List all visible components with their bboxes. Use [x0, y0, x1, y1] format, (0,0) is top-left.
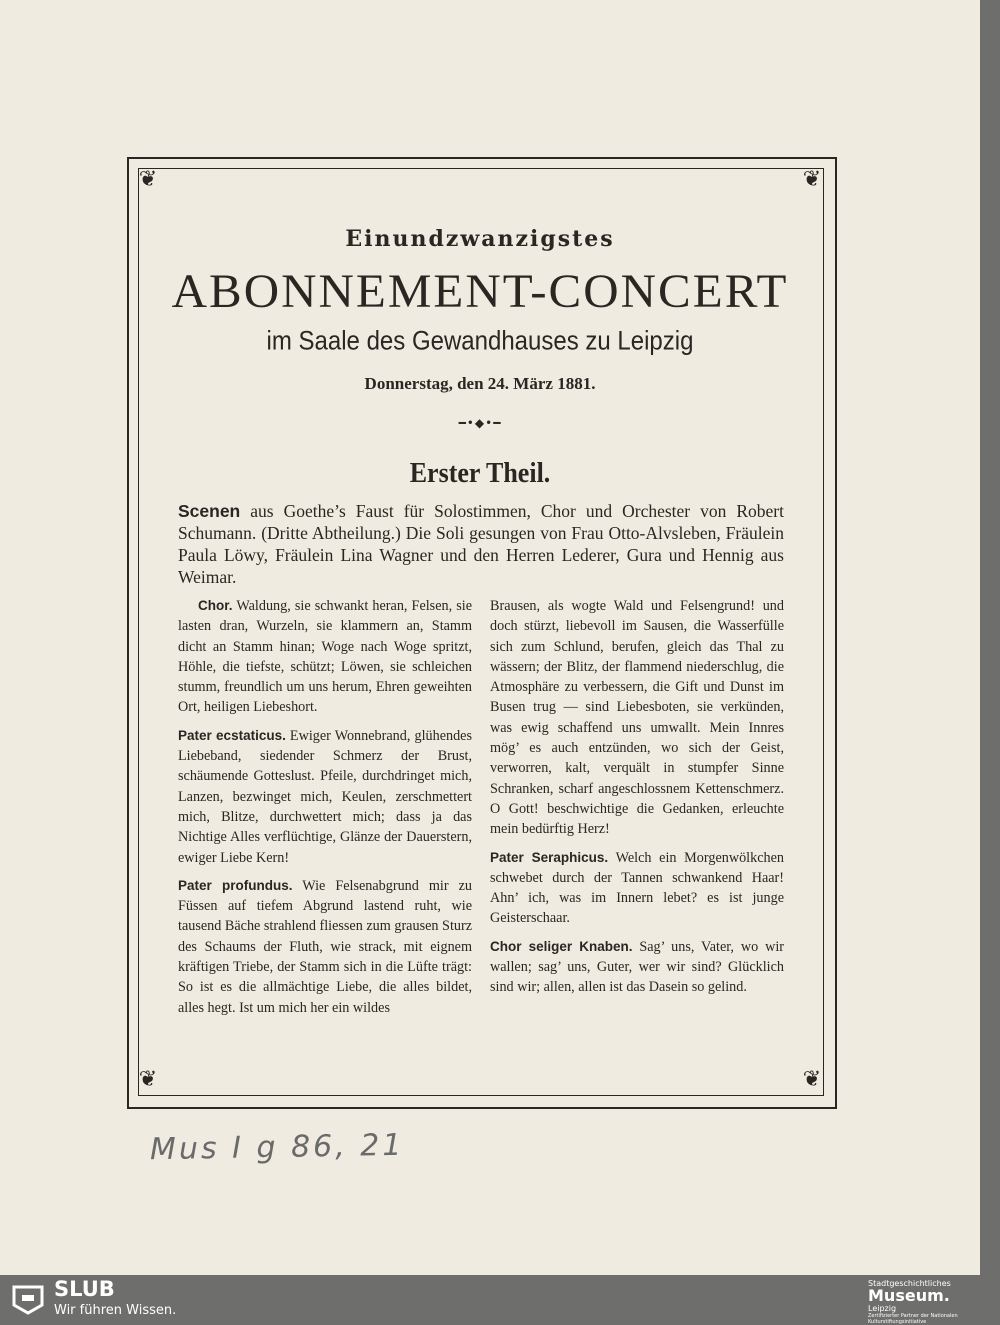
lyrics-paragraph: [178, 596, 472, 718]
speaker-name: Chor.: [198, 598, 233, 613]
intro-text: aus Goethe’s Faust für Solostimmen, Chor und Orchester von Robert Schumann. (Dritte Abtheilung.) Die Soli gesungen von Frau Otto-Alvsleben, Fräulein Paula Löwy, Fräulein Lina Wagner und den Herren Lederer, Gura und Hennig aus Weimar.: [178, 501, 784, 587]
corner-ornament-icon: ❦: [138, 167, 158, 192]
ornamental-divider-icon: ━•◆•━: [458, 416, 502, 430]
concert-title: ABONNEMENT-CONCERT: [171, 265, 789, 318]
museum-note: Zertifizierter Partner der Nationalen Kulturstiftungsinitiative: [868, 1313, 958, 1325]
lyrics-paragraph: [490, 937, 784, 998]
speaker-name: Pater Seraphicus.: [490, 849, 609, 865]
concert-number: Einundzwanzigstes: [345, 226, 615, 252]
corner-ornament-icon: ❦: [802, 1067, 822, 1092]
concert-date: Donnerstag, den 24. März 1881.: [364, 374, 596, 393]
speaker-name: Pater ecstaticus.: [178, 727, 286, 743]
corner-ornament-icon: ❦: [802, 167, 822, 192]
lyrics-text: Ewiger Wonnebrand, glühendes Liebeband, siedender Schmerz der Brust, schäumende Gotteslust. Pfeile, durchdringet mich, Lanzen, bezwinget mich, Keulen, zerschmettert mich, Blitze, durchwettert mich; dass ja das Nichtige Alles verflüchtige, Glänze der Dauerstern, ewiger Liebe Kern!: [178, 727, 472, 866]
museum-logo[interactable]: [868, 1279, 1000, 1325]
museum-name: Museum.: [868, 1286, 950, 1305]
lyrics-right-column: [490, 596, 784, 1006]
intro-lead: Scenen: [178, 501, 241, 521]
part-heading: Erster Theil.: [409, 456, 551, 489]
lyrics-paragraph: [178, 876, 472, 1018]
library-name[interactable]: SLUB: [54, 1277, 115, 1301]
lyrics-text: Welch ein Morgenwölkchen schwebet durch der Tannen schwankend Haar! Ahn’ ich, was im Innern lebet? es ist junge Geisterschaar.: [490, 849, 784, 927]
lyrics-text: Brausen, als wogte Wald und Felsengrund! und doch stürzt, liebevoll im Sausen, die Wasserfülle sich zum Schlund, berufen, gleich das Thal zu wässern; der Blitz, der flammend niederschlug, die Atmosphäre zu verbessern, die Gift und Dunst im Busen trug — sind Liebesboten, sie verkünden, was ewig schaffend uns umwallt. Mein Innres mög’ es auch entzünden, wo sich der Geist, verworren, kalt, verquält in stumpfer Sinne Schranken, scharf angeschlossnem Kettenschmerz. O Gott! beschwichtige die Gedanken, erleuchte mein bedürftig Herz!: [490, 598, 784, 838]
library-slogan: Wir führen Wissen.: [54, 1303, 177, 1318]
handwritten-shelfmark: Mus I g 86, 21: [149, 1127, 405, 1168]
museum-prefix: Stadtgeschichtliches: [868, 1279, 951, 1288]
lyrics-paragraph: [490, 848, 784, 929]
museum-city: Leipzig: [868, 1304, 897, 1313]
lyrics-text: Wie Felsenabgrund mir zu Füssen auf tiefem Abgrund lastend ruht, wie tausend Bäche strahlend fliessen zum grausen Sturz des Schaums der Fluth, wie strack, mit eignem kräftigen Triebe, der Stamm sich in die Lüfte trägt: So ist es die allmächtige Liebe, die alles bildet, alles hegt. Ist um mich her ein wildes: [178, 877, 472, 1016]
lyrics-text: Waldung, sie schwankt heran, Felsen, sie lasten dran, Wurzeln, sie klammern an, Stamm dicht an Stamm hinan; Woge nach Woge spritzt, Höhle, die tiefste, schützt; Löwen, sie schleichen stumm, freundlich um uns herum, Ehren geweihten Ort, heiligen Liebeshort.: [178, 598, 472, 716]
speaker-name: Chor seliger Knaben.: [490, 938, 633, 954]
speaker-name: Pater profundus.: [178, 877, 293, 893]
corner-ornament-icon: ❦: [138, 1067, 158, 1092]
program-intro: [178, 500, 784, 588]
lyrics-text: Sag’ uns, Vater, wo wir wallen; sag’ uns, Guter, wer wir sind? Glücklich sind wir; allen, allen ist das Dasein so gelind.: [490, 938, 784, 996]
slub-logo-icon: [10, 1283, 46, 1317]
venue-line: im Saale des Gewandhauses zu Leipzig: [266, 326, 694, 357]
lyrics-paragraph: [490, 596, 784, 840]
lyrics-left-column: [178, 596, 472, 1026]
lyrics-paragraph: [178, 726, 472, 868]
